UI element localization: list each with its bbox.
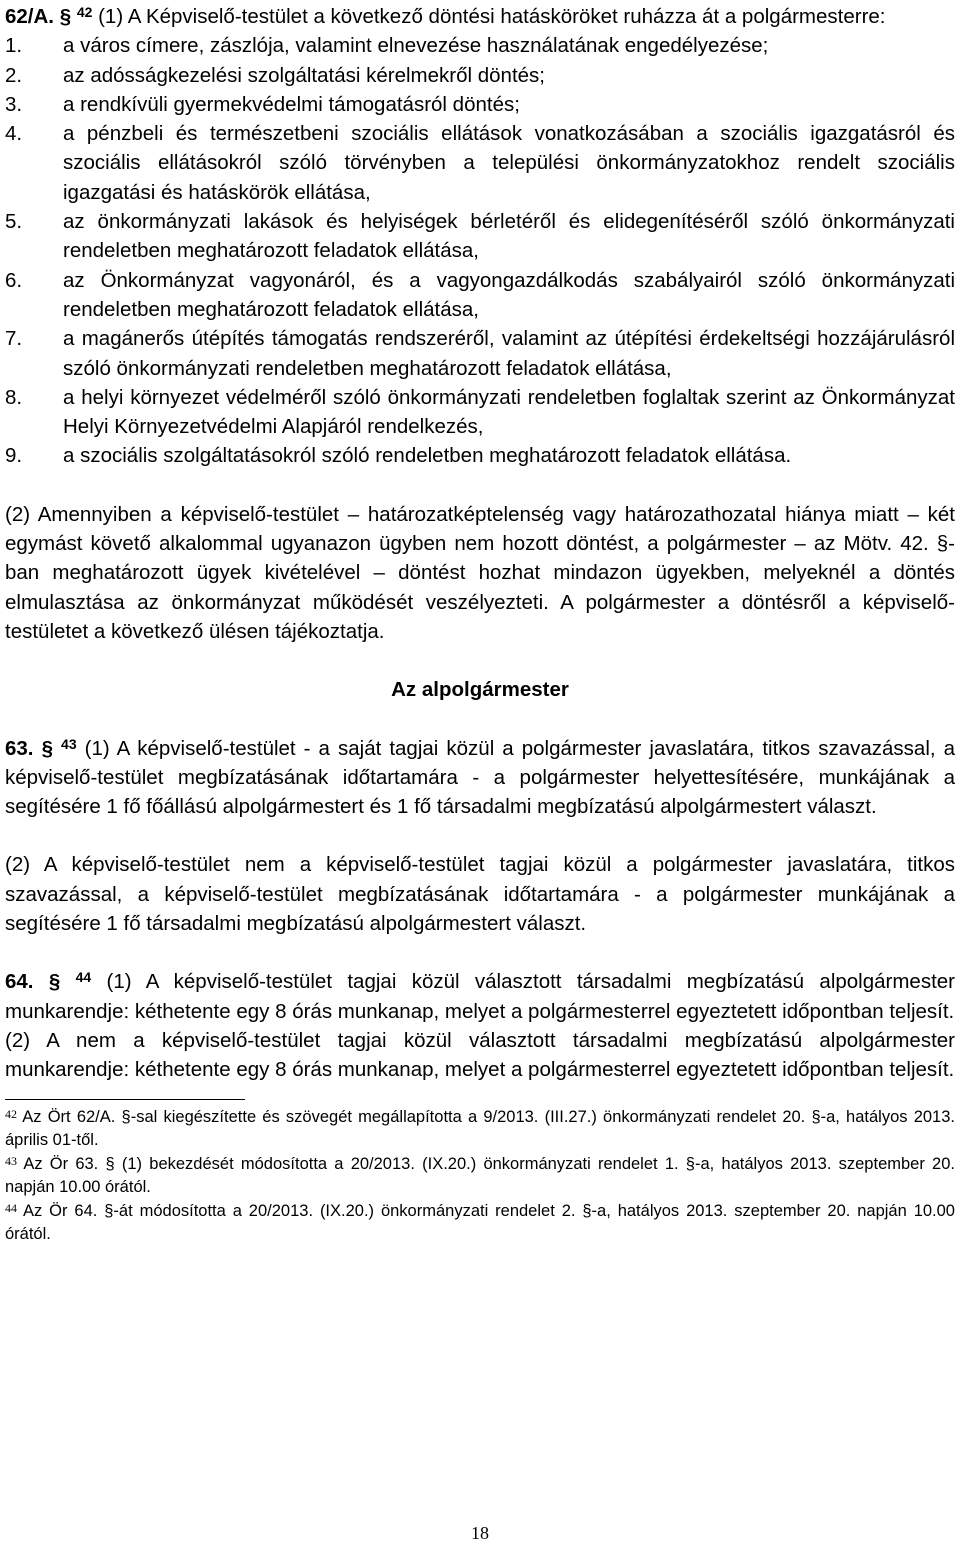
footnote — [5, 1106, 955, 1153]
list-item: 4. a pénzbeli és természetbeni szociális ellátások vonatkozásában a szociális igazgatásról és szociális ellátásokról szóló törvényben a települési önkormányzatokhoz rendelt szociális igazgatási és hatáskörök ellátása, — [5, 122, 955, 204]
section-heading: Az alpolgármester — [391, 678, 569, 702]
section-64-paragraph-2: (2) A nem a képviselő-testület tagjai közül választott társadalmi megbízatású alpolgármester munkarendje: kéthetente egy 8 órás munkanap, melyet a polgármesterrel egyeztetett időpontban teljesít. — [5, 1028, 955, 1082]
footnote-text: Az Ör 63. § (1) bekezdését módosította a 20/2013. (IX.20.) önkormányzati rendelet 1. §-a, hatályos 2013. szeptember 20. napján 10.00 órától. — [5, 1154, 955, 1196]
footnote-separator — [5, 1099, 245, 1100]
section-number: 64. — [5, 970, 34, 994]
list-item: 6. az Önkormányzat vagyonáról, és a vagyongazdálkodás szabályairól szóló önkormányzati rendeletben meghatározott feladatok ellátása, — [5, 268, 955, 321]
paragraph-sign: § — [59, 5, 72, 28]
footnote — [5, 1200, 955, 1247]
list-item: 5. az önkormányzati lakások és helyiségek bérletéről és elidegenítéséről szóló önkormányzati rendeletben meghatározott feladatok ellátása, — [5, 210, 955, 263]
page-number: 18 — [471, 1523, 489, 1543]
paragraph-text: (1) A képviselő-testület - a saját tagjai közül a polgármester javaslatára, titkos szavazással, a képviselő-testület megbízatásának időtartamára - a polgármester helyettesítésére, munkájának a segítésére 1 fő főállású alpolgármestert és 1 fő társadalmi megbízatású alpolgármestert választ. — [5, 736, 956, 819]
section-intro-text: (1) A Képviselő-testület a következő döntési hatásköröket ruházza át a polgármesterre: — [98, 5, 886, 28]
paragraph-sign: § — [41, 736, 53, 760]
list-item: 2. az adósságkezelési szolgáltatási kérelmekről döntés; — [5, 63, 546, 87]
paragraph-text: (1) A képviselő-testület tagjai közül választott társadalmi megbízatású alpolgármester munkarendje: kéthetente egy 8 órás munkanap, melyet a polgármesterrel egyeztetett időpontban teljesít. — [5, 970, 956, 1023]
section-63-paragraph-2: (2) A képviselő-testület nem a képviselő-testület tagjai közül a polgármester javaslatára, titkos szavazással, a képviselő-testület megbízatásának időtartamára - a polgármester munkájának a segítésére 1 fő társadalmi megbízatású alpolgármestert választ. — [5, 853, 955, 936]
list-item: 8. a helyi környezet védelméről szóló önkormányzati rendeletben foglaltak szerint az Önkormányzat Helyi Környezetvédelmi Alapjáról rendelkezés, — [5, 385, 955, 439]
list-item: 1. a város címere, zászlója, valamint elnevezése használatának engedélyezése; — [5, 34, 769, 58]
footnote-number: 44 — [5, 1200, 17, 1215]
list-item: 3. a rendkívüli gyermekvédelmi támogatásról döntés; — [5, 92, 520, 116]
footnote-ref: 44 — [75, 969, 92, 986]
section-number: 63. — [5, 736, 34, 760]
list-item: 9. a szociális szolgáltatásokról szóló rendeletben meghatározott feladatok ellátása. — [5, 444, 792, 468]
section-number: 62/A. — [5, 5, 54, 28]
section-62a-intro — [5, 0, 955, 31]
footnote-text: Az Ör 64. §-át módosította a 20/2013. (IX.20.) önkormányzati rendelet 2. §-a, hatályos 2013. szeptember 20. napján 10.00 órától. — [5, 1201, 955, 1243]
section-64-paragraph-1 — [5, 967, 955, 1026]
section-63-paragraph-1 — [5, 734, 955, 822]
paragraph-sign: § — [48, 970, 61, 994]
footnote-number: 42 — [5, 1106, 17, 1121]
document-page — [5, 0, 955, 1247]
footnote-ref: 43 — [61, 735, 77, 752]
delegated-powers-list — [5, 31, 955, 470]
footnote-text: Az Ört 62/A. §-sal kiegészítette és szövegét megállapította a 9/2013. (III.27.) önkormányzati rendelet 20. §-a, hatályos 2013. április 01-től. — [5, 1107, 955, 1149]
footnote — [5, 1153, 955, 1200]
list-item: 7. a magánerős útépítés támogatás rendszeréről, valamint az útépítési érdekeltségi hozzájárulásról szóló önkormányzati rendeletben meghatározott feladatok ellátása, — [5, 327, 955, 380]
footnote-ref: 42 — [76, 4, 93, 20]
section-62a-paragraph-2: (2) Amennyiben a képviselő-testület – határozatképtelenség vagy határozathozatal hiánya miatt – két egymást követő alkalommal ugyanazon ügyben nem hozott döntést, a polgármester – az Mötv. 42. §-ban meghatározott ügyek kivételével – döntést hozhat mindazon ügyekben, melyeknél a döntés elmulasztása az önkormányzat működését veszélyezteti. A polgármester a döntésről a képviselő-testületet a következő ülésen tájékoztatja. — [5, 502, 955, 643]
footnote-number: 43 — [5, 1153, 17, 1168]
